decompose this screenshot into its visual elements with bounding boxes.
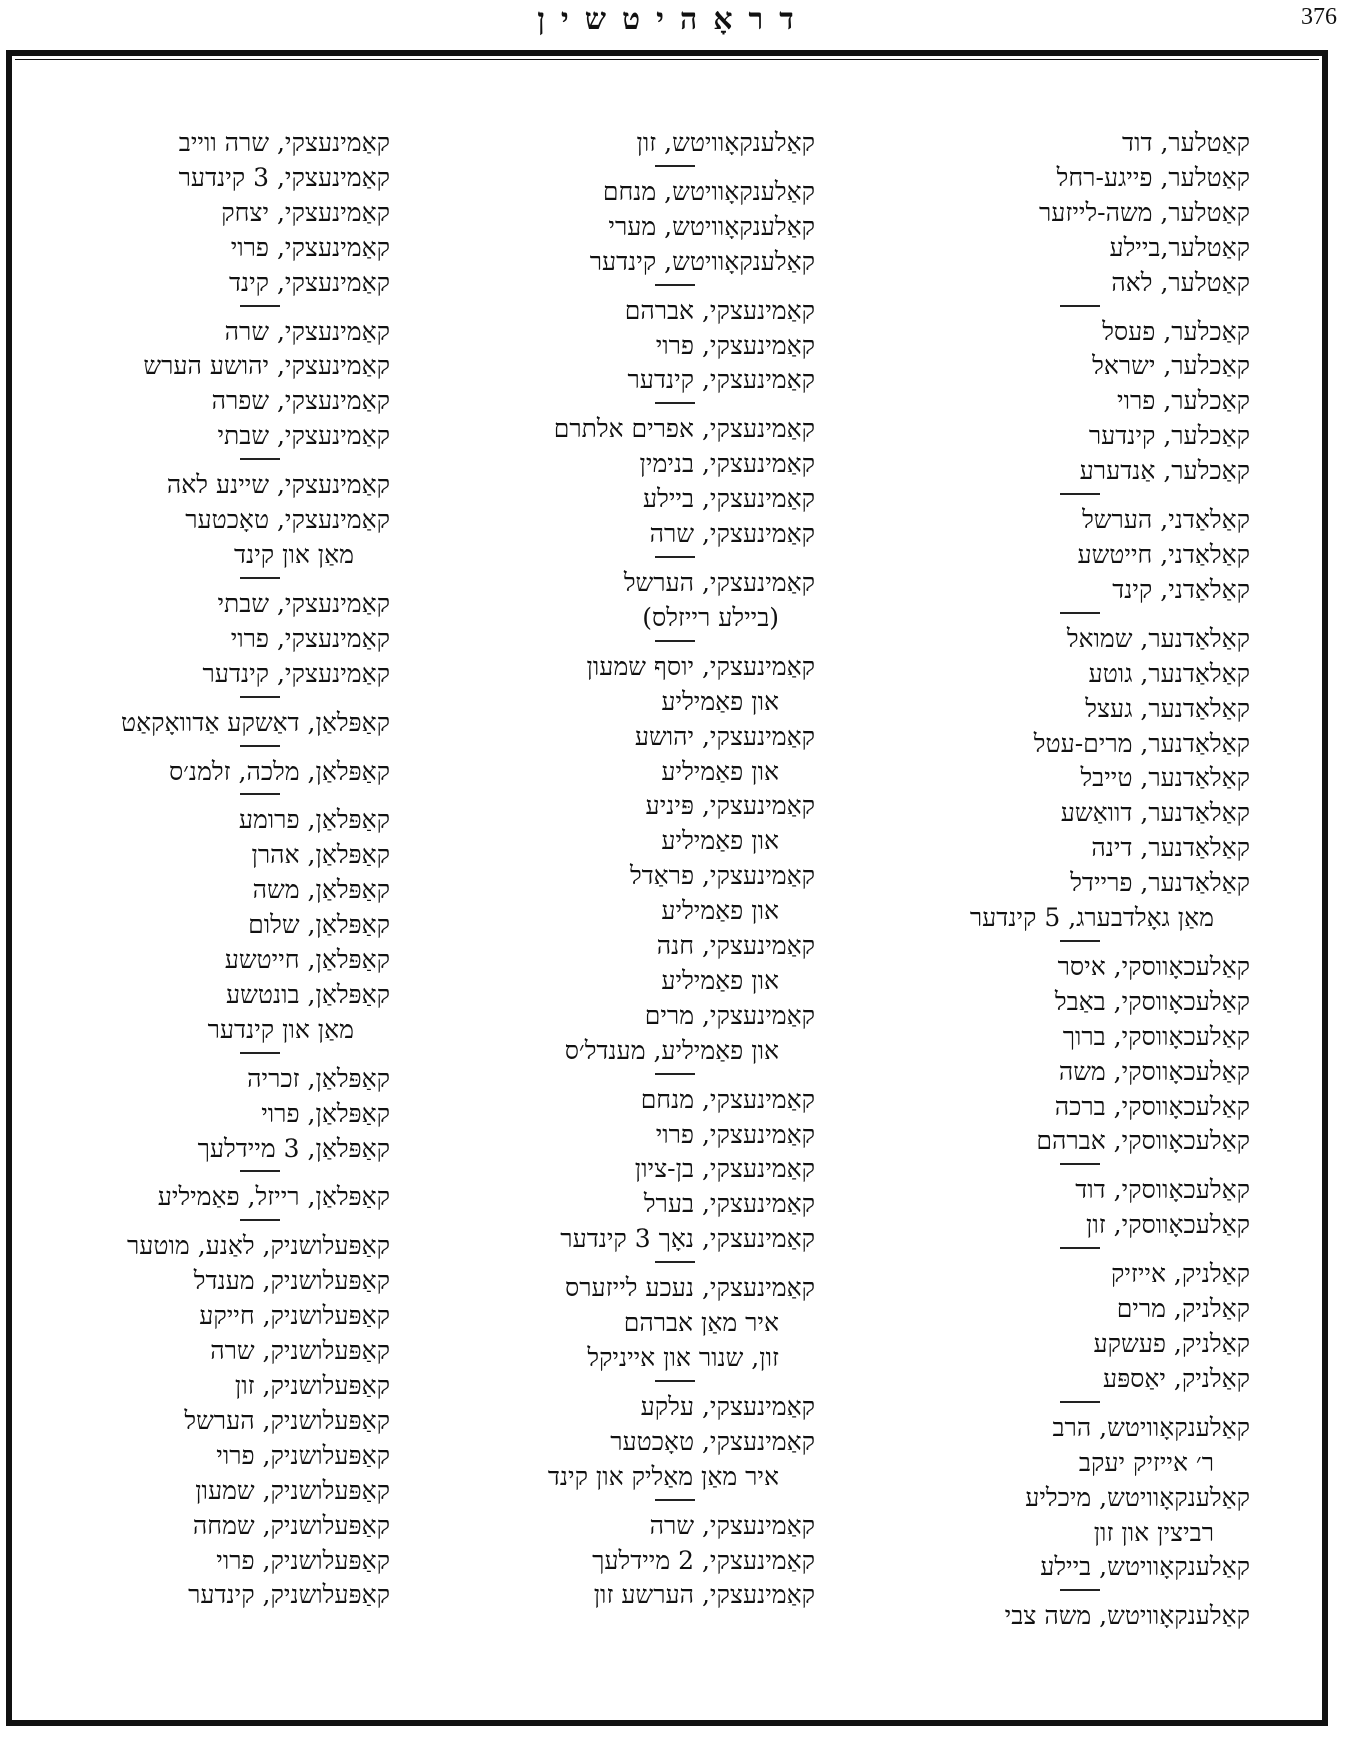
name-entry-continuation: און פאַמיליע xyxy=(661,686,779,716)
name-entry: קאַמינעצקי, שפרה xyxy=(211,386,390,416)
name-entry: קאַפּעלושניק, שמחה xyxy=(192,1510,390,1540)
group-separator xyxy=(910,1159,1250,1173)
group-separator xyxy=(60,1166,390,1180)
name-entry-continuation: רביצין און זון xyxy=(1093,1517,1214,1547)
name-entry: קאַמינעצקי, חנה xyxy=(656,931,815,961)
name-entry: קאַמינעצקי, שבתי xyxy=(217,421,390,451)
name-list-columns xyxy=(60,126,1250,1666)
name-entry: קאַמינעצקי, יהושע הערש xyxy=(143,351,390,381)
name-entry: קאַלניק, פעשקע xyxy=(1093,1329,1250,1358)
name-entry: קאַפּלאַן, רייזל, פאַמיליע xyxy=(157,1182,390,1212)
group-separator xyxy=(60,1215,390,1229)
name-entry: קאַלניק, מרים xyxy=(1116,1294,1250,1324)
name-entry-continuation: און פאַמיליע xyxy=(661,756,779,786)
name-entry: קאַמינעצקי, בערל xyxy=(643,1189,815,1219)
name-entry: קאַפּלאַן, פרומע xyxy=(238,805,390,835)
name-entry: קאַלאַדנער, טייבל xyxy=(1080,763,1250,793)
name-entry: קאַמינעצקי, טאָכטער xyxy=(610,1426,815,1456)
name-entry: קאַלעכאָווסקי, באַבל xyxy=(1054,986,1250,1016)
frame-top-rule xyxy=(15,59,1319,60)
name-entry-continuation: זון, שנור און אייניקל xyxy=(587,1343,779,1372)
group-separator xyxy=(60,301,390,315)
name-entry-continuation: און פאַמיליע xyxy=(661,896,779,926)
name-entry: קאַלעכאָווסקי, איסר xyxy=(1057,951,1250,981)
name-entry: קאַמינעצקי, שרה ווייב xyxy=(178,128,390,157)
name-entry: קאַמינעצקי, יהושע xyxy=(634,721,815,751)
group-separator xyxy=(60,692,390,706)
name-entry: קאַמינעצקי, שרה xyxy=(649,519,815,549)
group-separator xyxy=(485,1257,815,1271)
name-entry: קאַכלער, פעסל xyxy=(1102,316,1250,346)
name-entry: קאַפּלאַן, מלכה, זלמנ׳ס xyxy=(168,756,390,786)
name-entry: קאַלניק, אייזיק xyxy=(1110,1259,1250,1289)
name-entry: קאַלענקאָוויטש, מערי xyxy=(608,211,815,241)
group-separator xyxy=(60,741,390,755)
name-entry: קאַפּעלושניק, שרה xyxy=(210,1336,390,1366)
name-entry: קאַמינעצקי, פרוי xyxy=(655,330,815,360)
name-entry: קאַטלער, דוד xyxy=(1122,128,1250,157)
name-entry: קאַמינעצקי, קינדער xyxy=(202,658,390,688)
name-entry: קאַכלער, קינדער xyxy=(1088,421,1250,451)
page-header xyxy=(0,0,1347,46)
name-entry-continuation: און פאַמיליע xyxy=(661,826,779,856)
name-entry: קאַלעכאָווסקי, דוד xyxy=(1075,1175,1250,1205)
group-separator xyxy=(485,552,815,566)
name-entry: קאַמינעצקי, קינדער xyxy=(627,365,815,395)
group-separator xyxy=(910,489,1250,503)
name-entry: קאַמינעצקי, אברהם xyxy=(624,295,815,325)
name-entry: קאַמינעצקי, שבתי xyxy=(217,588,390,618)
name-entry: קאַפּעלושניק, זון xyxy=(234,1371,390,1400)
name-entry: קאַפּעלושניק, פרוי xyxy=(216,1545,390,1575)
group-separator xyxy=(485,1495,815,1509)
name-entry: קאַלאַדני, הערשל xyxy=(1082,505,1250,535)
name-entry: קאַמינעצקי, בנימין xyxy=(639,449,815,479)
name-entry: קאַלאַדני, חייטשע xyxy=(1077,539,1250,569)
name-entry: קאַטלער, לאה xyxy=(1111,267,1250,297)
name-entry-continuation: און פאַמיליע xyxy=(661,965,779,995)
group-separator xyxy=(910,1585,1250,1599)
name-entry: קאַמינעצקי, מנחם xyxy=(640,1084,815,1114)
name-entry: קאַטלער, פייגע-רחל xyxy=(1056,162,1250,192)
name-entry: קאַכלער, פרוי xyxy=(1117,386,1250,416)
group-separator xyxy=(485,1069,815,1083)
name-entry: קאַפּלאַן, משה xyxy=(252,875,390,905)
group-separator xyxy=(910,608,1250,622)
name-entry-continuation: און פאַמיליע, מענדל׳ס xyxy=(564,1035,779,1065)
name-entry: קאַכלער, אַנדערע xyxy=(1079,456,1250,486)
name-entry: קאַפּעלושניק, שמעון xyxy=(195,1475,390,1505)
name-entry: קאַלעכאָווסקי, ברכה xyxy=(1054,1091,1250,1121)
name-column-left xyxy=(60,126,390,1666)
name-entry: קאַלאַדנער, פריידל xyxy=(1070,868,1250,898)
name-entry: קאַמינעצקי, פּיניע xyxy=(645,791,815,821)
name-entry: קאַמינעצקי, פרוי xyxy=(655,1119,815,1149)
name-entry: קאַפּעלושניק, מענדל xyxy=(193,1266,390,1296)
name-entry: קאַמינעצקי, פרוי xyxy=(230,623,390,653)
name-entry: קאַמינעצקי, אפרים אלתרם xyxy=(553,414,815,444)
name-entry: קאַלאַדנער, גוטע xyxy=(1088,658,1250,688)
name-entry: קאַפּלאַן, דאַשקע אַדוואָקאַט xyxy=(121,707,390,737)
name-entry: קאַפּלאַן, זכריה xyxy=(247,1063,390,1093)
name-entry: קאַפּעלושניק, הערשל xyxy=(184,1405,390,1435)
name-entry: קאַמינעצקי, שרה xyxy=(649,1510,815,1540)
group-separator xyxy=(910,301,1250,315)
group-separator xyxy=(485,398,815,412)
name-column-right xyxy=(910,126,1250,1666)
name-entry: קאַכלער, ישראל xyxy=(1092,351,1250,381)
name-entry: קאַלענקאָוויטש, מיכליע xyxy=(1025,1482,1250,1512)
name-entry: קאַלאַדנער, שמואל xyxy=(1066,623,1250,653)
name-entry-continuation: ר׳ אייזיק יעקב xyxy=(1078,1447,1214,1477)
name-entry: קאַמינעצקי, הערשע זון xyxy=(593,1580,815,1610)
group-separator xyxy=(910,936,1250,950)
name-entry: קאַלאַדני, קינד xyxy=(1112,574,1250,604)
name-entry: קאַמינעצקי, עלקע xyxy=(640,1391,815,1421)
name-entry: קאַפּלאַן, אהרן xyxy=(251,840,390,870)
name-entry: קאַלעכאָווסקי, זון xyxy=(1085,1210,1250,1240)
group-separator xyxy=(910,1243,1250,1257)
name-entry: קאַפּלאַן, חייטשע xyxy=(224,945,390,975)
group-separator xyxy=(485,280,815,294)
group-separator xyxy=(60,789,390,803)
name-entry-continuation: (ביילע רייזלס) xyxy=(642,602,779,632)
name-entry: קאַלאַדנער, דוואַשע xyxy=(1060,798,1250,828)
group-separator xyxy=(60,454,390,468)
name-entry: קאַמינעצקי, שיינע לאה xyxy=(166,470,390,500)
name-entry: קאַמינעצקי, קינד xyxy=(228,267,390,297)
name-entry: קאַלעכאָווסקי, אברהם xyxy=(1036,1126,1250,1156)
name-entry: קאַפּעלושניק, פרוי xyxy=(216,1440,390,1470)
name-entry: קאַמינעצקי, הערשל xyxy=(623,567,815,597)
name-entry: קאַלענקאָוויטש, מנחם xyxy=(602,176,815,206)
name-entry: קאַלענקאָוויטש, זון xyxy=(636,128,815,157)
name-entry: קאַמינעצקי, יצחק xyxy=(221,197,390,227)
page-number: 376 xyxy=(1301,4,1337,30)
name-entry-continuation: מאַן און קינד xyxy=(234,539,354,569)
group-separator xyxy=(910,1397,1250,1411)
name-entry: קאַלענקאָוויטש, משה צבי xyxy=(1004,1601,1250,1631)
name-entry: קאַלאַדנער, דינה xyxy=(1091,833,1250,863)
group-separator xyxy=(60,1048,390,1062)
name-entry: קאַמינעצקי, יוסף שמעון xyxy=(586,651,815,681)
name-entry: קאַמינעצקי, מרים xyxy=(644,1000,815,1030)
name-entry: קאַמינעצקי, 3 קינדער xyxy=(178,162,390,192)
name-entry: קאַטלער, משה-לייזער xyxy=(1038,197,1250,227)
name-entry: קאַלענקאָוויטש, קינדער xyxy=(589,246,815,276)
name-entry: קאַפּלאַן, בונטשע xyxy=(226,979,390,1009)
name-column-middle xyxy=(485,126,815,1666)
name-entry: קאַמינעצקי, טאָכטער xyxy=(185,505,390,535)
name-entry: קאַלענקאָוויטש, הרב xyxy=(1052,1412,1250,1442)
name-entry: קאַמינעצקי, נאָך 3 קינדער xyxy=(560,1224,815,1254)
name-entry: קאַפּעלושניק, לאַנע, מוטער xyxy=(127,1231,390,1261)
name-entry: קאַמינעצקי, פראַדל xyxy=(629,861,815,891)
group-separator xyxy=(485,1376,815,1390)
name-entry-continuation: מאַן גאָלדבערג, 5 קינדער xyxy=(969,903,1214,933)
name-entry: קאַמינעצקי, שרה xyxy=(224,316,390,346)
name-entry: קאַפּלאַן, שלום xyxy=(248,910,390,940)
name-entry: קאַמינעצקי, 2 מיידלעך xyxy=(592,1545,815,1575)
name-entry: קאַטלער,ביילע xyxy=(1109,232,1250,262)
group-separator xyxy=(485,161,815,175)
name-entry: קאַפּלאַן, פרוי xyxy=(261,1098,390,1128)
group-separator xyxy=(485,636,815,650)
name-entry: קאַלעכאָווסקי, ברוך xyxy=(1062,1021,1250,1051)
name-entry: קאַפּלאַן, 3 מיידלעך xyxy=(197,1133,390,1163)
name-entry-continuation: איר מאַן אברהם xyxy=(623,1308,779,1338)
page-title: דראָהיטשין xyxy=(537,2,810,37)
group-separator xyxy=(60,573,390,587)
name-entry: קאַלניק, יאַספּע xyxy=(1102,1363,1250,1393)
name-entry: קאַלאַדנער, געצל xyxy=(1085,693,1250,723)
name-entry: קאַמינעצקי, ביילע xyxy=(643,484,815,514)
name-entry: קאַמינעצקי, נעכע לייזערס xyxy=(565,1273,815,1303)
name-entry: קאַלענקאָוויטש, ביילע xyxy=(1040,1552,1250,1582)
name-entry: קאַלעכאָווסקי, משה xyxy=(1058,1056,1250,1086)
name-entry: קאַמינעצקי, בן-ציון xyxy=(634,1154,815,1184)
name-entry: קאַלאַדנער, מרים-עטל xyxy=(1033,728,1250,758)
name-entry-continuation: איר מאַן מאַליק און קינד xyxy=(547,1461,779,1491)
name-entry-continuation: מאַן און קינדער xyxy=(207,1014,354,1044)
name-entry: קאַפּעלושניק, חייקע xyxy=(199,1301,390,1331)
name-entry: קאַמינעצקי, פרוי xyxy=(230,232,390,262)
name-entry: קאַפּעלושניק, קינדער xyxy=(188,1580,390,1610)
